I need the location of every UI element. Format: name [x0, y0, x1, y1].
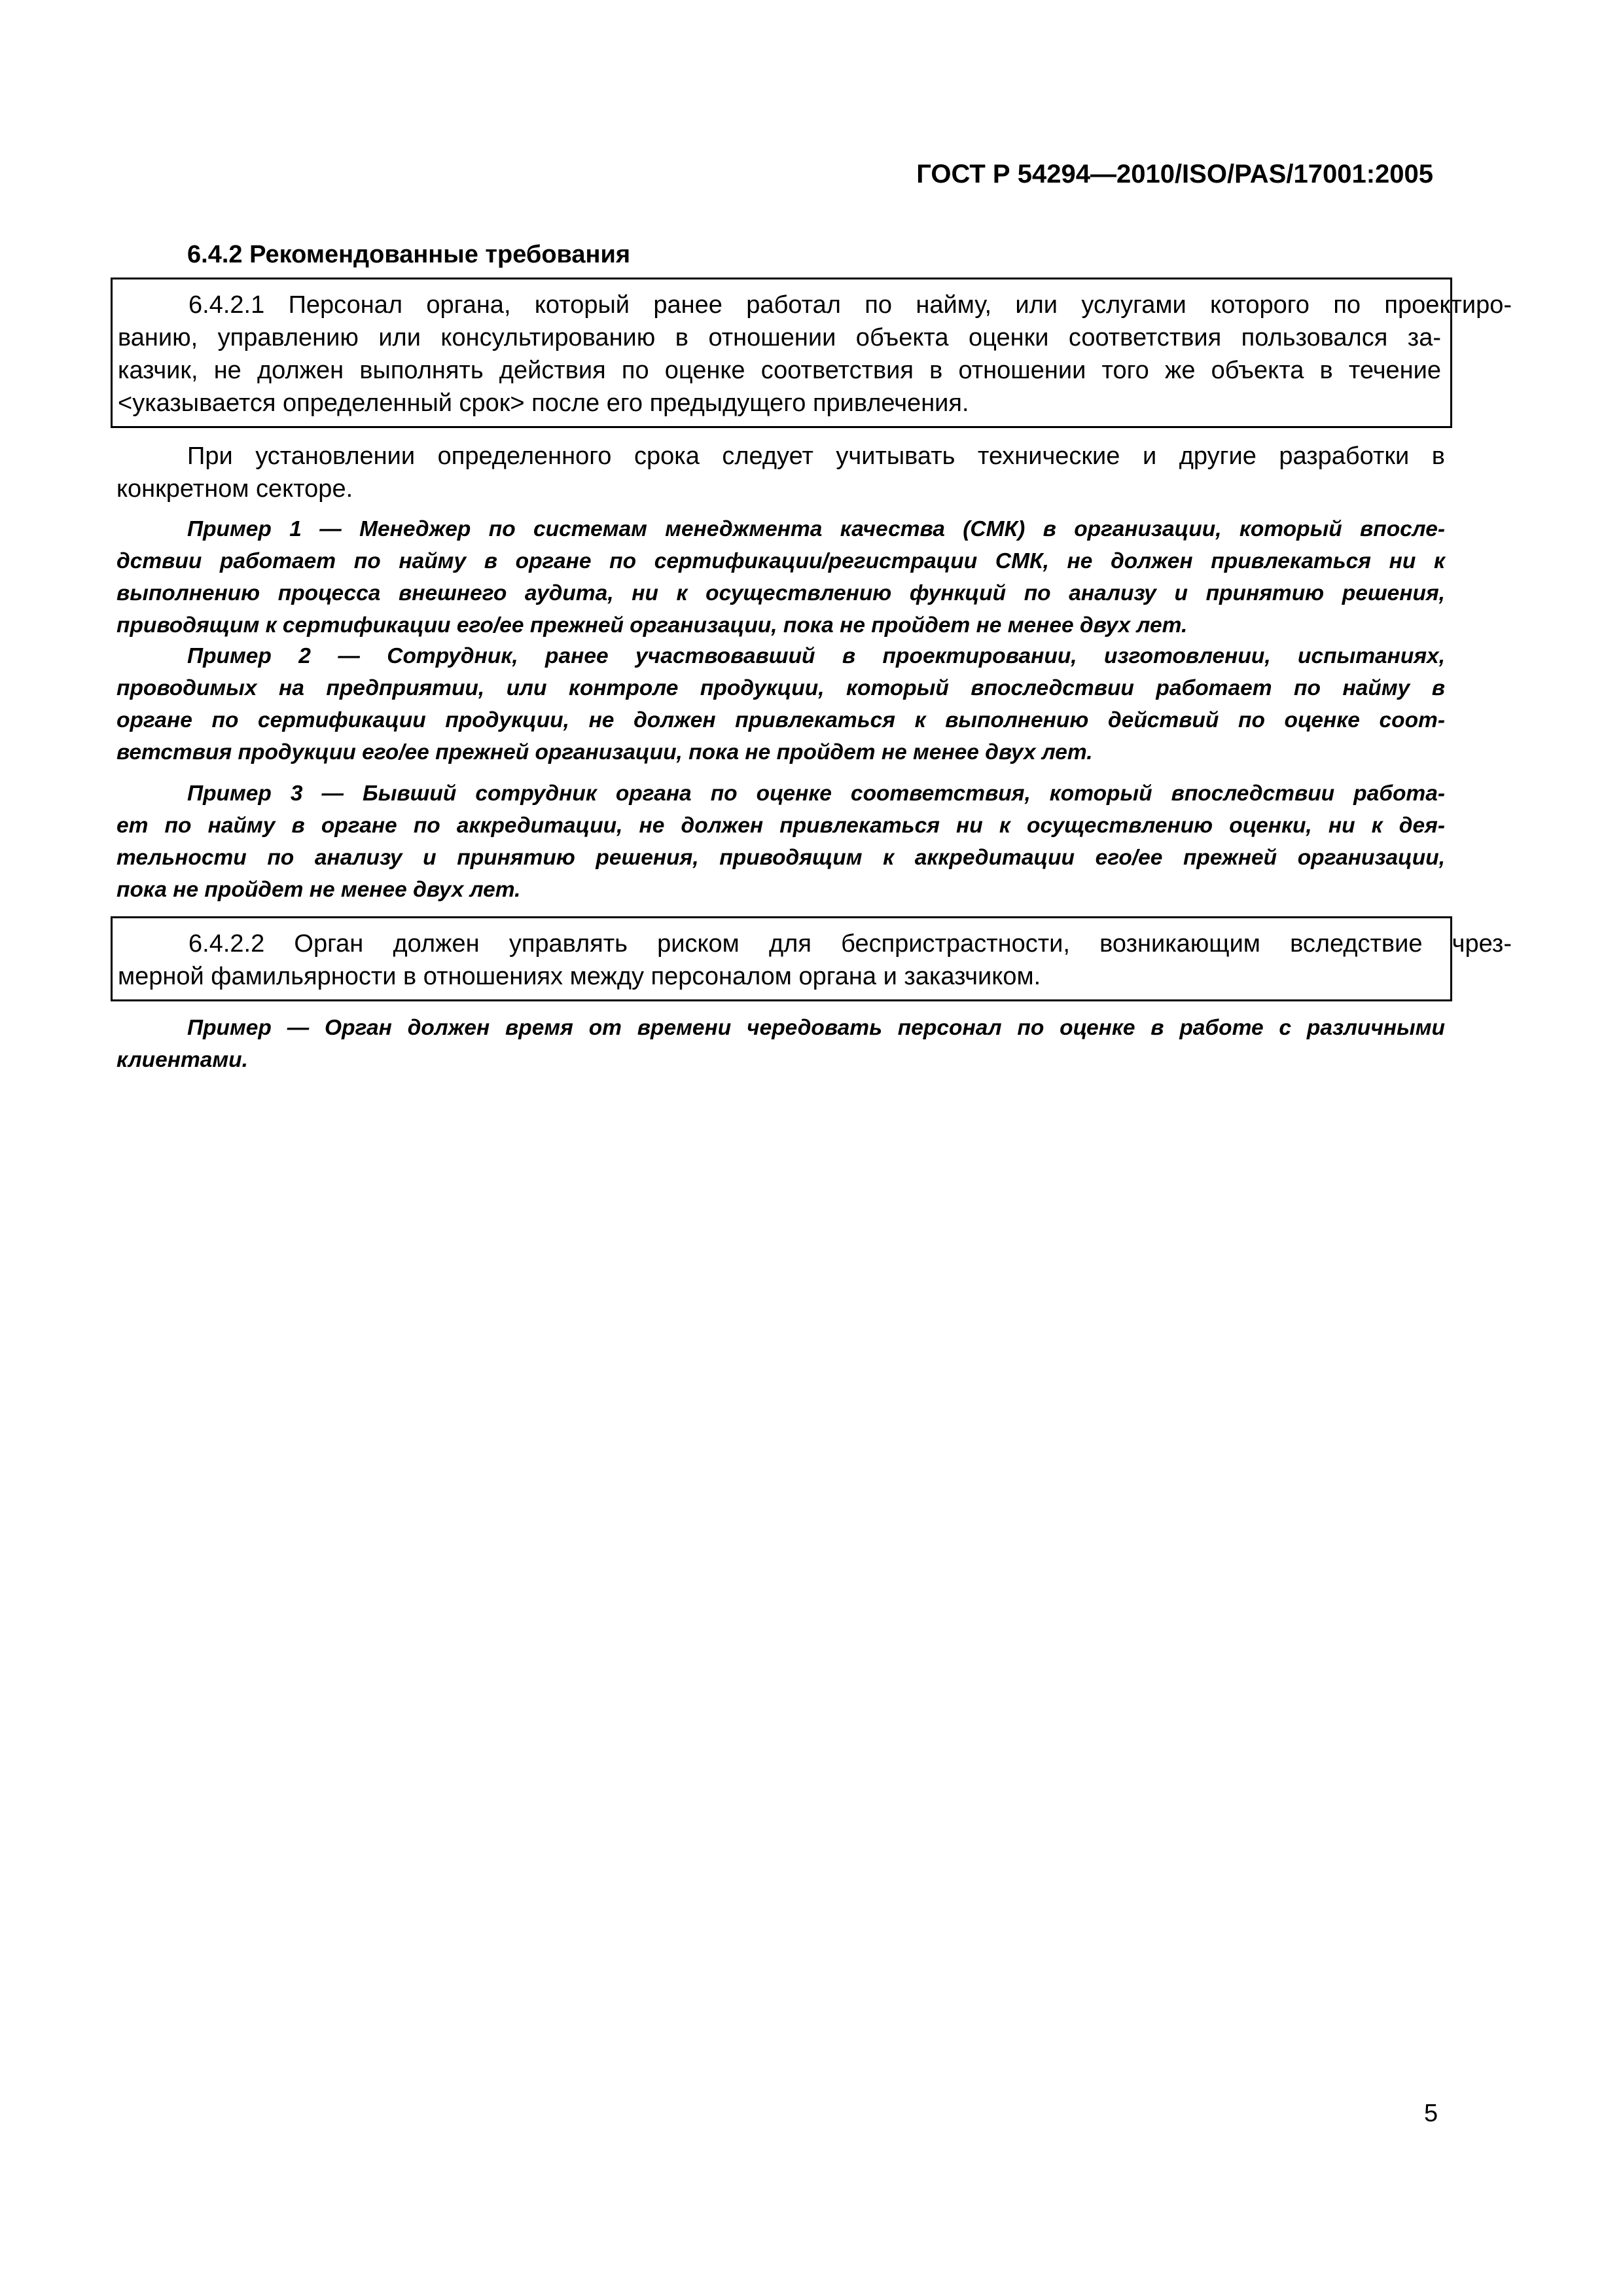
- text-line: При установлении определенного срока следует учитывать технические и другие разработки в: [187, 442, 1445, 470]
- text-line: конкретном секторе.: [116, 475, 353, 503]
- text-line: выполнению процесса внешнего аудита, ни к осуществлению функций по анализу и принятию решения,: [116, 581, 1445, 605]
- text-line: 6.4.2.2 Орган должен управлять риском для беспристрастности, возникающим вследствие чрез-: [188, 930, 1512, 958]
- clause-6-4-2-1-box: [111, 278, 1512, 428]
- text-line: <указывается определенный срок> после его предыдущего привлечения.: [118, 389, 969, 417]
- example-4: [116, 1012, 1445, 1076]
- text-line: Пример 1 — Менеджер по системам менеджмента качества (СМК) в организации, который впосле-: [187, 517, 1445, 541]
- page-number: 5: [1424, 2100, 1438, 2127]
- text-line: клиентами.: [116, 1048, 248, 1072]
- text-line: тельности по анализу и принятию решения, приводящим к аккредитации его/ее прежней организации,: [116, 846, 1445, 870]
- text-line: органе по сертификации продукции, не должен привлекаться к выполнению действий по оценке соот-: [116, 708, 1445, 732]
- text-line: 6.4.2.1 Персонал органа, который ранее работал по найму, или услугами которого по проектиро-: [188, 291, 1512, 319]
- text-line: Пример — Орган должен время от времени чередовать персонал по оценке в работе с различными: [187, 1016, 1445, 1040]
- text-line: ет по найму в органе по аккредитации, не должен привлекаться ни к осуществлению оценки, ни к дея-: [116, 814, 1445, 838]
- text-line: ванию, управлению или консультированию в отношении объекта оценки соответствия пользовался за-: [118, 324, 1441, 351]
- text-line: пока не пройдет не менее двух лет.: [116, 878, 521, 902]
- text-line: мерной фамильярности в отношениях между персоналом органа и заказчиком.: [118, 963, 1041, 990]
- text-line: приводящим к сертификации его/ее прежней организации, пока не пройдет не менее двух лет.: [116, 613, 1188, 637]
- clause-6-4-2-2-box: [111, 916, 1512, 1001]
- example-1: [116, 513, 1445, 641]
- text-line: Пример 3 — Бывший сотрудник органа по оценке соответствия, который впоследствии работа-: [187, 781, 1445, 806]
- text-line: дствии работает по найму в органе по сертификации/регистрации СМК, не должен привлекаться ни к: [116, 549, 1445, 573]
- text-line: проводимых на предприятии, или контроле продукции, который впоследствии работает по найму в: [116, 676, 1445, 700]
- paragraph: [116, 440, 1445, 505]
- example-3: [116, 778, 1445, 906]
- document-header: ГОСТ Р 54294—2010/ISO/PAS/17001:2005: [916, 160, 1433, 188]
- text-line: казчик, не должен выполнять действия по оценке соответствия в отношении того же объекта в течение: [118, 357, 1441, 384]
- text-line: ветствия продукции его/ее прежней организации, пока не пройдет не менее двух лет.: [116, 740, 1093, 764]
- example-2: [116, 640, 1445, 768]
- text-line: Пример 2 — Сотрудник, ранее участвовавший в проектировании, изготовлении, испытаниях,: [187, 644, 1445, 668]
- section-heading: 6.4.2 Рекомендованные требования: [187, 241, 631, 268]
